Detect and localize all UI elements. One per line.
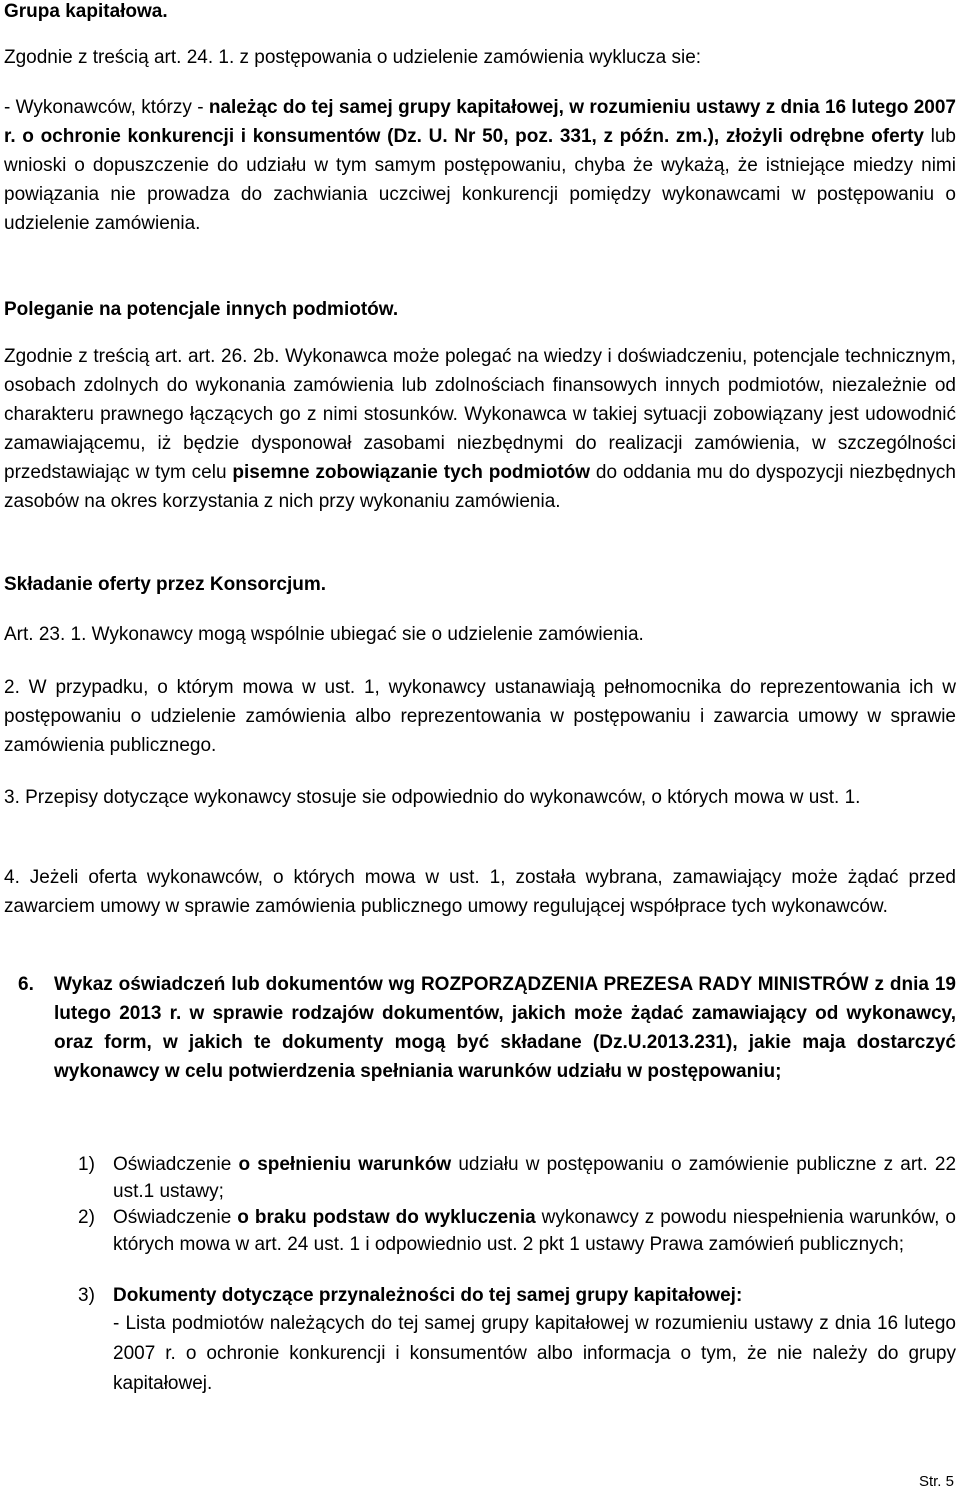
text-span: do oddania mu do dyspozycji niezbędnych zasobów na okres korzystania z nich przy wykonaniu zamówienia.: [4, 462, 956, 512]
list-item: [113, 1204, 956, 1258]
paragraph-art23-2: 2. W przypadku, o którym mowa w ust. 1, wykonawcy ustanawiają pełnomocnika do reprezentowania ich w postępowaniu o udzielenie zamówienia albo reprezentowania w postępowaniu i zawarcia umowy w sprawie zamówienia publicznego.: [4, 677, 956, 756]
paragraph-intro: Zgodnie z treścią art. 24. 1. z postępowania o udzielenie zamówienia wyklucza sie:: [4, 47, 702, 68]
text-span: wykonawcy z powodu niespełnienia warunków, o których mowa w art. 24 ust. 1 i odpowiednio ust. 2 pkt 1 ustawy Prawa zamówień publicznych;: [113, 1207, 956, 1255]
bold-span: o braku podstaw do wykluczenia: [237, 1207, 536, 1228]
text-span: Zgodnie z treścią art. art. 26. 2b. Wykonawca może polegać na wiedzy i doświadczeniu, potencjale technicznym, osobach zdolnych do wykonania zamówienia lub zdolnościach finansowych innych podmiotów, niezależnie od charakteru prawnego łączących go z nimi stosunków. Wykonawca w takiej sytuacji zobowiązany jest udowodnić zamawiającemu, iż będzie dysponował zasobami niezbędnymi do realizacji zamówienia, w szczególności przedstawiając w tym celu: [4, 346, 956, 483]
heading-konsorcjum: Składanie oferty przez Konsorcjum.: [4, 574, 327, 595]
list-item-number: 3): [78, 1285, 95, 1306]
page-number: Str. 5: [918, 1473, 954, 1490]
list-item-text: - Lista podmiotów należących do tej samej grupy kapitałowej w rozumieniu ustawy z dnia 16 lutego 2007 r. o ochronie konkurencji i konsumentów albo informacja o tym, że nie należy do grupy kapitałowej.: [113, 1313, 956, 1394]
text-span: Oświadczenie: [113, 1207, 238, 1228]
list-item: [113, 1282, 956, 1399]
paragraph-art23-1: Art. 23. 1. Wykonawcy mogą wspólnie ubiegać sie o udzielenie zamówienia.: [4, 624, 644, 645]
list-item-number: 2): [78, 1207, 95, 1228]
heading-poleganie: Poleganie na potencjale innych podmiotów.: [4, 299, 399, 320]
section-number: 6.: [18, 974, 34, 995]
text-span: lub wnioski o dopuszczenie do udziału w tym samym postępowaniu, chyba że wykażą, że istniejące miedzy nimi powiązania nie prowadza do zachwiania uczciwej konkurencji pomiędzy wykonawcami w postępowaniu o udzielenie zamówienia.: [4, 126, 956, 234]
bold-span: pisemne zobowiązanie tych podmiotów: [232, 462, 591, 483]
text-span: udziału w postępowaniu o zamówienie publiczne z art. 22 ust.1 ustawy;: [113, 1154, 957, 1202]
bold-span: należąc do tej samej grupy kapitałowej, w rozumieniu ustawy z dnia 16 lutego 2007 r. o ochronie konkurencji i konsumentów (Dz. U. Nr 50, poz. 331, z późn. zm.), złożyli odrębne oferty: [4, 97, 956, 147]
section-heading-wykaz: Wykaz oświadczeń lub dokumentów wg ROZPORZĄDZENIA PREZESA RADY MINISTRÓW z dnia 19 lutego 2013 r. w sprawie rodzajów dokumentów, jakich może żądać zamawiający od wykonawcy, oraz form, w jakich te dokumenty mogą być składane (Dz.U.2013.231), jakie maja dostarczyć wykonawcy w celu potwierdzenia spełniania warunków udziału w postępowaniu;: [54, 974, 956, 1082]
list-item-number: 1): [78, 1154, 95, 1175]
paragraph-art23-4: 4. Jeżeli oferta wykonawców, o których mowa w ust. 1, została wybrana, zamawiający może żądać przed zawarciem umowy w sprawie zamówienia publicznego umowy regulującej współprace tych wykonawców.: [4, 867, 956, 917]
list-item-title: Dokumenty dotyczące przynależności do tej samej grupy kapitałowej:: [113, 1285, 743, 1306]
list-item: [113, 1151, 956, 1205]
text-span: - Wykonawców, którzy -: [4, 97, 209, 118]
paragraph-wykluczenie: [4, 93, 956, 238]
paragraph-poleganie: [4, 342, 956, 516]
heading-grupa-kapitalowa: Grupa kapitałowa.: [4, 1, 168, 22]
paragraph-art23-3: 3. Przepisy dotyczące wykonawcy stosuje sie odpowiednio do wykonawców, o których mowa w ust. 1.: [4, 787, 861, 808]
text-span: Oświadczenie: [113, 1154, 239, 1175]
bold-span: o spełnieniu warunków: [238, 1154, 452, 1175]
